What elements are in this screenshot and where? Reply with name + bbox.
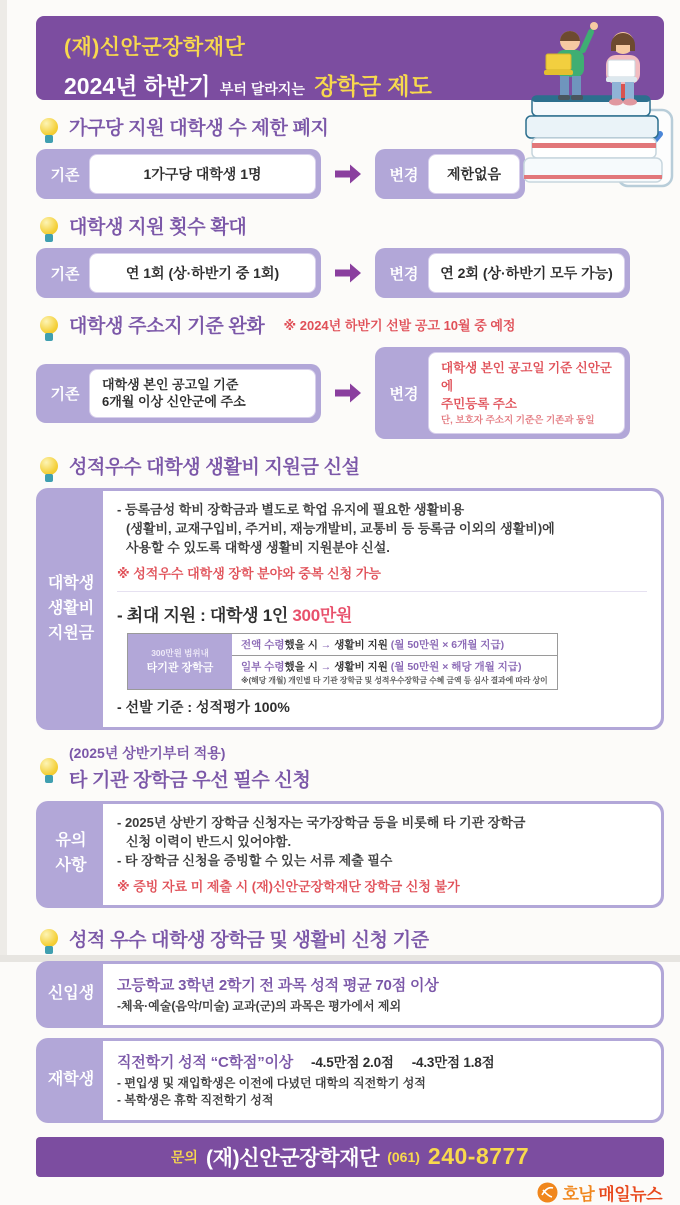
divider <box>117 591 647 592</box>
section1-title: 가구당 지원 대학생 수 제한 폐지 <box>69 118 329 139</box>
section5-box <box>36 801 664 908</box>
body-line: (생활비, 교재구입비, 주거비, 재능개발비, 교통비 등 등록금 이외의 생활비)에 <box>126 521 555 537</box>
enrolled-row <box>36 1038 664 1123</box>
arrow-right-glyph: → <box>320 660 332 673</box>
table-row <box>232 655 557 689</box>
arrow-right-icon <box>333 382 363 404</box>
side-label-line: 재학생 <box>47 1070 95 1088</box>
section1-before-box <box>36 149 321 199</box>
before-label: 기존 <box>50 385 80 403</box>
section5-pretitle: (2025년 상반기부터 적용) <box>69 744 226 761</box>
after-label: 변경 <box>389 265 419 283</box>
section2-row <box>36 248 664 298</box>
living-cost-table <box>127 633 558 690</box>
news-logo-part1: 호남 <box>562 1184 595 1204</box>
poster-title-mid: 부터 달라지는 <box>219 81 305 97</box>
section5-title-row <box>40 743 664 792</box>
phone-area-code: (061) <box>387 1148 420 1165</box>
freshman-side-label <box>39 964 103 1025</box>
table-footnote: ※(해당 개월) 개인별 타 기관 장학금 및 성적우수장학금 수혜 금액 등 심사 결과에 따라 상이 <box>241 675 548 685</box>
contact-band <box>36 1137 664 1177</box>
table-left-line2: 타기관 장학금 <box>146 662 214 675</box>
news-logo <box>36 1180 664 1205</box>
section4-side-label <box>39 491 103 727</box>
contact-org: (재)신안군장학재단 <box>205 1146 380 1170</box>
body-line: 사용할 수 있도록 대학생 생활비 지원분야 신설. <box>126 540 390 556</box>
enrolled-criteria-head <box>117 1051 647 1072</box>
scan-edge-left <box>0 0 7 962</box>
section4-title: 성적우수 대학생 생활비 지원금 신설 <box>69 457 360 479</box>
freshman-criteria-head: 고등학교 3학년 2학기 전 과목 성적 평균 70점 이상 <box>117 976 439 994</box>
section3-title-row <box>40 311 664 338</box>
news-logo-part2: 매일뉴스 <box>598 1184 662 1204</box>
cell-text: 생활비 지원 <box>334 660 391 673</box>
body-line: - 타 장학금 신청을 증빙할 수 있는 서류 제출 필수 <box>117 852 393 868</box>
lightbulb-icon <box>40 929 58 947</box>
poster-title-year: 2024년 하반기 <box>64 73 211 99</box>
after-label: 변경 <box>389 166 419 184</box>
phone-number: 240-8777 <box>427 1143 530 1170</box>
section3-before-value <box>89 369 316 418</box>
cell-text: (월 50만원 × 해당 개월 지급) <box>390 660 522 673</box>
poster-title <box>64 68 664 101</box>
cell-text: 생활비 지원 <box>334 638 391 651</box>
poster-title-accent: 장학금 제도 <box>314 73 432 99</box>
side-label-line: 사항 <box>55 857 87 875</box>
poster <box>36 16 664 1205</box>
section2-title-row <box>40 212 664 239</box>
side-label-line: 신입생 <box>47 984 95 1002</box>
freshman-row <box>36 961 664 1028</box>
cell-text: 일부 수령 <box>241 660 285 673</box>
inquiry-label: 문의 <box>170 1148 198 1165</box>
max-support-line <box>117 601 647 626</box>
section1-after-value: 제한없음 <box>428 154 520 194</box>
side-label-line: 지원금 <box>47 624 95 642</box>
side-label-line: 생활비 <box>47 599 95 617</box>
criteria-score: -4.5만점 2.0점 <box>311 1054 394 1070</box>
body-line: - 2025년 상반기 장학금 신청자는 국가장학금 등을 비롯해 타 기관 장학금 <box>117 814 526 830</box>
body-line: - 등록금성 학비 장학금과 별도로 학업 유지에 필요한 생활비용 <box>117 502 465 518</box>
criteria-score: -4.3만점 1.8점 <box>411 1054 495 1070</box>
lightbulb-icon <box>40 316 58 334</box>
cell-text: (월 50만원 × 6개월 지급) <box>390 638 505 651</box>
no-document-note: ※ 증빙 자료 미 제출 시 (재)신안군장학재단 장학금 신청 불가 <box>117 878 460 894</box>
body-line: 신청 이력이 반드시 있어야함. <box>126 833 292 849</box>
after-label: 변경 <box>389 385 419 403</box>
arrow-right-icon <box>333 262 363 284</box>
section6-title-row <box>40 925 664 952</box>
section5-title-block <box>69 743 311 792</box>
section3-before-box <box>36 364 321 423</box>
section2-after-value: 연 2회 (상·하반기 모두 가능) <box>428 253 625 293</box>
cell-text: 전액 수령 <box>241 638 285 651</box>
cell-text: 했을 시 <box>284 638 318 651</box>
lightbulb-icon <box>40 118 58 136</box>
section2-title: 대학생 지원 횟수 확대 <box>69 217 247 238</box>
max-support-prefix: - 최대 지원 : 대학생 1인 <box>117 605 293 625</box>
freshman-content <box>103 964 661 1025</box>
enrolled-side-label <box>39 1041 103 1120</box>
section4-box <box>36 488 664 730</box>
max-support-value: 300만원 <box>292 605 353 625</box>
enrolled-content <box>103 1041 661 1120</box>
section6-title: 성적 우수 대학생 장학금 및 생활비 신청 기준 <box>69 929 429 951</box>
section3-after-value <box>428 352 625 434</box>
section4-title-row <box>40 452 664 479</box>
arrow-right-glyph: → <box>320 638 332 651</box>
criteria-text: 직전학기 성적 “C학점”이상 <box>117 1053 294 1071</box>
after-line2: 주민등록 주소 <box>441 396 517 411</box>
after-line1: 대학생 본인 공고일 기준 신안군에 <box>441 361 612 393</box>
before-label: 기존 <box>50 166 80 184</box>
header-band <box>36 16 664 100</box>
freshman-criteria-sub: -체육·예술(음악/미술) 교과(군)의 과목은 평가에서 제외 <box>117 998 402 1013</box>
selection-criteria-line: - 선발 기준 : 성적평가 100% <box>117 698 290 715</box>
lightbulb-icon <box>40 217 58 235</box>
enrolled-criteria-sub: - 편입생 및 재입학생은 이전에 다녔던 대학의 직전학기 성적 <box>117 1075 426 1090</box>
table-left-line1: 300만원 범위내 <box>151 648 209 659</box>
section4-content <box>103 491 661 727</box>
org-title: (재)신안군장학재단 <box>64 36 246 59</box>
duplicate-apply-note: ※ 성적우수 대학생 장학 분야와 중복 신청 가능 <box>117 565 381 581</box>
section3-row <box>36 347 664 439</box>
cell-text: 했을 시 <box>284 660 318 673</box>
section3-after-box <box>375 347 630 439</box>
before-line2: 6개월 이상 신안군에 주소 <box>102 394 246 410</box>
section2-before-box <box>36 248 321 298</box>
lightbulb-icon <box>40 457 58 475</box>
side-label-line: 유의 <box>55 832 87 850</box>
section2-after-box <box>375 248 630 298</box>
table-left-cell <box>128 634 232 689</box>
table-right-cells <box>232 634 557 689</box>
side-label-line: 대학생 <box>47 575 95 592</box>
table-row <box>232 634 557 655</box>
before-line1: 대학생 본인 공고일 기준 <box>102 376 239 392</box>
news-logo-icon <box>537 1182 558 1203</box>
section5-title: 타 기관 장학금 우선 필수 신청 <box>69 769 311 791</box>
after-note: 단, 보호자 주소지 기준은 기존과 동일 <box>441 414 595 426</box>
section1-title-row <box>40 113 664 140</box>
section2-before-value: 연 1회 (상·하반기 중 1회) <box>89 253 316 293</box>
section5-side-label <box>39 804 103 905</box>
lightbulb-icon <box>40 758 58 776</box>
before-label: 기존 <box>50 265 80 283</box>
enrolled-criteria-sub: - 복학생은 휴학 직전학기 성적 <box>117 1093 274 1108</box>
section1-row <box>36 149 664 199</box>
section1-before-value: 1가구당 대학생 1명 <box>89 154 316 194</box>
section5-content <box>103 804 661 905</box>
section3-title-note: ※ 2024년 하반기 선발 공고 10월 중 예정 <box>283 318 516 333</box>
section1-after-box <box>375 149 525 199</box>
section3-title: 대학생 주소지 기준 완화 <box>69 316 265 337</box>
arrow-right-icon <box>333 163 363 185</box>
